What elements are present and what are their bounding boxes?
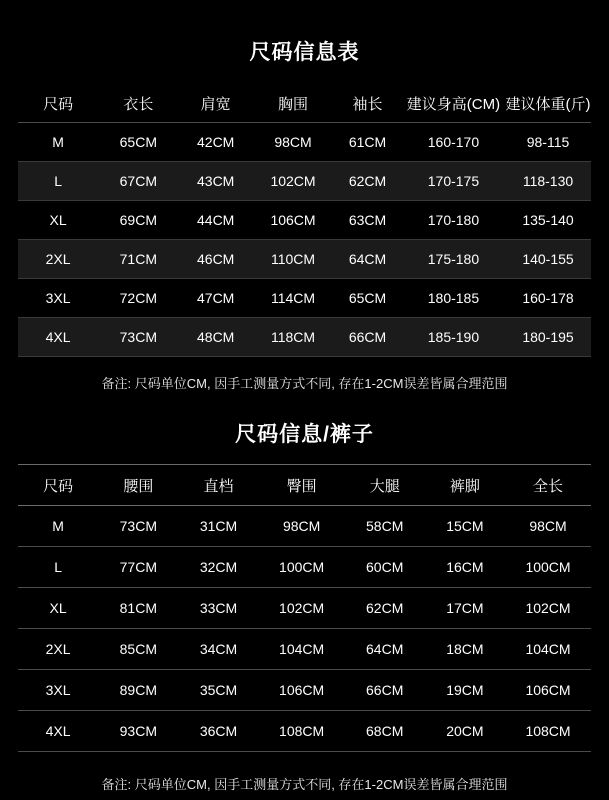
- cell-rise: 31CM: [178, 506, 258, 547]
- cell-rise: 36CM: [178, 711, 258, 752]
- column-header-hip: 臀围: [259, 465, 345, 506]
- cell-size: M: [18, 506, 98, 547]
- table-header-row: [18, 465, 591, 506]
- table-row: [18, 318, 591, 357]
- cell-hip: 106CM: [259, 670, 345, 711]
- cell-thigh: 68CM: [345, 711, 425, 752]
- column-header-thigh: 大腿: [345, 465, 425, 506]
- cell-waist: 73CM: [98, 506, 178, 547]
- column-header-sleeve: 袖长: [333, 84, 402, 123]
- cell-hip: 102CM: [259, 588, 345, 629]
- column-header-total-length: 全长: [505, 465, 591, 506]
- cell-weight: 98-115: [505, 123, 591, 162]
- cell-total-length: 102CM: [505, 588, 591, 629]
- column-header-weight: 建议体重(斤): [505, 84, 591, 123]
- column-header-size: 尺码: [18, 465, 98, 506]
- page-title-bottom: 尺码信息/裤子: [235, 423, 374, 446]
- cell-cuff: 19CM: [425, 670, 505, 711]
- cell-weight: 140-155: [505, 240, 591, 279]
- cell-size: XL: [18, 201, 98, 240]
- cell-hip: 104CM: [259, 629, 345, 670]
- cell-shoulder: 48CM: [178, 318, 252, 357]
- cell-total-length: 108CM: [505, 711, 591, 752]
- cell-size: 3XL: [18, 670, 98, 711]
- cell-sleeve: 64CM: [333, 240, 402, 279]
- cell-shoulder: 43CM: [178, 162, 252, 201]
- cell-size: L: [18, 162, 98, 201]
- cell-cuff: 20CM: [425, 711, 505, 752]
- table-row: [18, 670, 591, 711]
- cell-bust: 114CM: [253, 279, 333, 318]
- cell-bust: 118CM: [253, 318, 333, 357]
- table-row: [18, 123, 591, 162]
- table-row: [18, 711, 591, 752]
- cell-height: 170-180: [402, 201, 505, 240]
- cell-thigh: 62CM: [345, 588, 425, 629]
- cell-waist: 93CM: [98, 711, 178, 752]
- cell-cuff: 17CM: [425, 588, 505, 629]
- cell-waist: 81CM: [98, 588, 178, 629]
- cell-size: 4XL: [18, 711, 98, 752]
- cell-bust: 98CM: [253, 123, 333, 162]
- cell-cuff: 18CM: [425, 629, 505, 670]
- cell-waist: 89CM: [98, 670, 178, 711]
- cell-hip: 108CM: [259, 711, 345, 752]
- note-top: 备注: 尺码单位CM, 因手工测量方式不同, 存在1-2CM误差皆属合理范围: [101, 376, 508, 391]
- cell-hip: 98CM: [259, 506, 345, 547]
- cell-cuff: 15CM: [425, 506, 505, 547]
- cell-sleeve: 61CM: [333, 123, 402, 162]
- table-row: [18, 201, 591, 240]
- table-row: [18, 162, 591, 201]
- table-row: [18, 506, 591, 547]
- table-row: [18, 279, 591, 318]
- cell-shoulder: 46CM: [178, 240, 252, 279]
- cell-length: 71CM: [98, 240, 178, 279]
- cell-sleeve: 65CM: [333, 279, 402, 318]
- cell-size: 3XL: [18, 279, 98, 318]
- cell-total-length: 100CM: [505, 547, 591, 588]
- cell-weight: 118-130: [505, 162, 591, 201]
- cell-thigh: 58CM: [345, 506, 425, 547]
- column-header-shoulder: 肩宽: [178, 84, 252, 123]
- cell-rise: 35CM: [178, 670, 258, 711]
- column-header-waist: 腰围: [98, 465, 178, 506]
- cell-height: 170-175: [402, 162, 505, 201]
- table-row: [18, 547, 591, 588]
- table-row: [18, 240, 591, 279]
- cell-size: M: [18, 123, 98, 162]
- cell-waist: 77CM: [98, 547, 178, 588]
- cell-bust: 102CM: [253, 162, 333, 201]
- page-title-top: 尺码信息表: [249, 41, 360, 64]
- cell-hip: 100CM: [259, 547, 345, 588]
- cell-cuff: 16CM: [425, 547, 505, 588]
- cell-length: 73CM: [98, 318, 178, 357]
- cell-weight: 180-195: [505, 318, 591, 357]
- cell-thigh: 64CM: [345, 629, 425, 670]
- cell-rise: 34CM: [178, 629, 258, 670]
- column-header-size: 尺码: [18, 84, 98, 123]
- cell-size: 4XL: [18, 318, 98, 357]
- table-row: [18, 588, 591, 629]
- column-header-bust: 胸围: [253, 84, 333, 123]
- cell-length: 69CM: [98, 201, 178, 240]
- cell-thigh: 66CM: [345, 670, 425, 711]
- cell-length: 72CM: [98, 279, 178, 318]
- cell-size: 2XL: [18, 240, 98, 279]
- cell-sleeve: 63CM: [333, 201, 402, 240]
- cell-weight: 160-178: [505, 279, 591, 318]
- cell-height: 160-170: [402, 123, 505, 162]
- cell-size: L: [18, 547, 98, 588]
- cell-total-length: 104CM: [505, 629, 591, 670]
- cell-sleeve: 62CM: [333, 162, 402, 201]
- cell-waist: 85CM: [98, 629, 178, 670]
- cell-sleeve: 66CM: [333, 318, 402, 357]
- cell-weight: 135-140: [505, 201, 591, 240]
- cell-shoulder: 42CM: [178, 123, 252, 162]
- cell-rise: 32CM: [178, 547, 258, 588]
- cell-size: 2XL: [18, 629, 98, 670]
- table-row: [18, 629, 591, 670]
- cell-length: 67CM: [98, 162, 178, 201]
- cell-size: XL: [18, 588, 98, 629]
- cell-shoulder: 44CM: [178, 201, 252, 240]
- cell-bust: 106CM: [253, 201, 333, 240]
- column-header-height: 建议身高(CM): [402, 84, 505, 123]
- size-table-bottom: [18, 464, 591, 752]
- note-bottom: 备注: 尺码单位CM, 因手工测量方式不同, 存在1-2CM误差皆属合理范围: [101, 777, 508, 792]
- size-table-top: [18, 84, 591, 357]
- table-header-row: [18, 84, 591, 123]
- cell-thigh: 60CM: [345, 547, 425, 588]
- cell-height: 175-180: [402, 240, 505, 279]
- cell-bust: 110CM: [253, 240, 333, 279]
- cell-height: 180-185: [402, 279, 505, 318]
- cell-total-length: 106CM: [505, 670, 591, 711]
- cell-height: 185-190: [402, 318, 505, 357]
- column-header-rise: 直档: [178, 465, 258, 506]
- cell-length: 65CM: [98, 123, 178, 162]
- column-header-cuff: 裤脚: [425, 465, 505, 506]
- cell-rise: 33CM: [178, 588, 258, 629]
- cell-total-length: 98CM: [505, 506, 591, 547]
- cell-shoulder: 47CM: [178, 279, 252, 318]
- column-header-length: 衣长: [98, 84, 178, 123]
